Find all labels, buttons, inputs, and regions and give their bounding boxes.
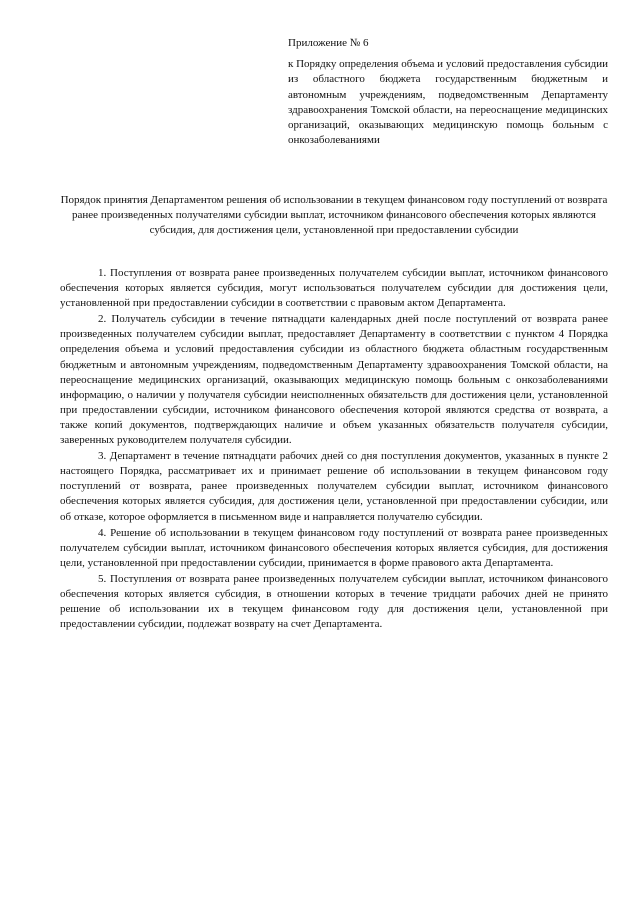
paragraph-4: 4. Решение об использовании в текущем финансовом году поступлений от возврата ранее произведенных получателем субсидии выплат, источником финансового обеспечения которых является субсидия, для достижения цели, установленной при предоставлении субсидии, принимается в форме правового акта Департамента.	[60, 526, 608, 569]
document-body	[60, 266, 608, 633]
annex-block	[288, 36, 608, 148]
paragraph-1: 1. Поступления от возврата ранее произведенных получателем субсидии выплат, источником финансового обеспечения которых является субсидия, могут использоваться получателем субсидии для достижения цели, установленной при предоставлении субсидии в соответствии с правовым актом Департамента.	[60, 267, 608, 310]
paragraph-2: 2. Получатель субсидии в течение пятнадцати календарных дней после поступлений от возврата ранее произведенных получателем субсидии выплат, предоставляет Департаменту в соответствии с пунктом 4 Порядка определения объема и условий предоставления субсидии из областного бюджета областным государственным бюджетным и автономным учреждениям, подведомственным Департаменту здравоохранения Томской области, на переоснащение медицинских организаций, оказывающих медицинскую помощь больным с онкозаболеваниями информацию, о наличии у получателя субсидии неисполненных обязательств для достижения цели, установленной при предоставлении субсидии, источником финансового обеспечения которой являются средства от возврата, а также копий документов, подтверждающих наличие и объем указанных обязательств получателя субсидии, заверенных руководителем получателя субсидии.	[60, 313, 608, 447]
annex-text: к Порядку определения объема и условий предоставления субсидии из областного бюджета государственным бюджетным и автономным учреждениям, подведомственным Департаменту здравоохранения Томской области, на переоснащение медицинских организаций, оказывающих медицинскую помощь больным с онкозаболеваниями	[288, 58, 608, 147]
paragraph-5: 5. Поступления от возврата ранее произведенных получателем субсидии выплат, источником финансового обеспечения которых является субсидия, в отношении которых в течение тридцати рабочих дней не принято решение об использовании их в текущем финансовом году для достижения цели, установленной при предоставлении субсидии, подлежат возврату на счет Департамента.	[60, 572, 608, 631]
paragraph-3: 3. Департамент в течение пятнадцати рабочих дней со дня поступления документов, указанных в пункте 2 настоящего Порядка, рассматривает их и принимает решение об использовании в текущем финансовом году поступлений от возврата, ранее произведенных получателем субсидии выплат, источником финансового обеспечения которых является субсидия, для достижения цели, установленной при предоставлении субсидии, или об отказе, которое оформляется в письменном виде и направляется получателю субсидии.	[60, 450, 608, 523]
annex-title: Приложение № 6	[288, 37, 369, 49]
document-title: Порядок принятия Департаментом решения об использовании в текущем финансовом году поступлений от возврата ранее произведенных получателями субсидии выплат, источником финансового обеспечения которых являются субсидия, для достижения цели, установленной при предоставлении субсидии	[60, 194, 608, 237]
